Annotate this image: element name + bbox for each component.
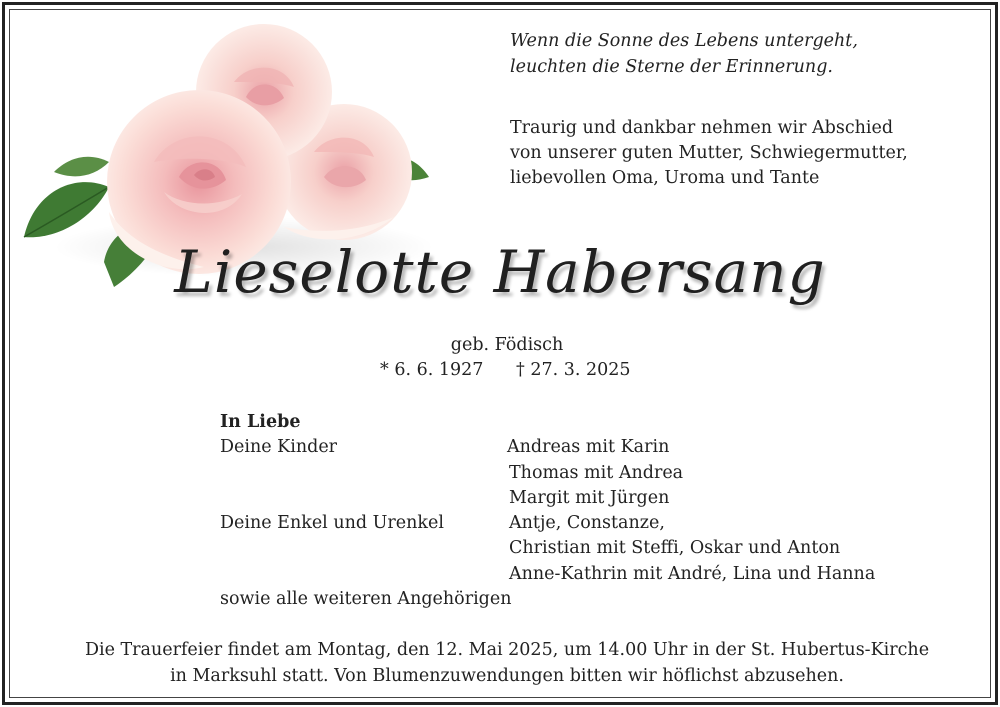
- service-line-2: in Marksuhl statt. Von Blumenzuwendungen bitten wir höflichst abzusehen.: [170, 666, 844, 686]
- list-item: [220, 536, 940, 561]
- service-notice: [0, 637, 1000, 689]
- grandchild-entry: Anne-Kathrin mit André, Lina und Hanna: [509, 563, 876, 584]
- deceased-name: Lieselotte Habersang: [174, 238, 826, 306]
- list-item: [220, 587, 940, 612]
- mourners-list: [220, 410, 940, 612]
- list-item: [220, 435, 940, 460]
- life-dates: [380, 360, 680, 386]
- death-date: † 27. 3. 2025: [516, 360, 631, 380]
- intro-line-3: liebevollen Oma, Uroma und Tante: [510, 168, 820, 188]
- grandchild-entry: Antje, Constanze,: [509, 513, 665, 534]
- intro-text: [510, 116, 960, 191]
- child-entry: Andreas mit Karin: [507, 437, 670, 458]
- intro-line-1: Traurig und dankbar nehmen wir Abschied: [510, 118, 894, 138]
- list-item: [220, 562, 940, 587]
- motto-line-1: Wenn die Sonne des Lebens untergeht,: [510, 31, 858, 51]
- birth-name: geb. Födisch: [450, 335, 564, 355]
- intro-line-2: von unserer guten Mutter, Schwiegermutter,: [510, 143, 908, 163]
- grandchildren-label: Deine Enkel und Urenkel: [220, 513, 444, 534]
- child-entry: Thomas mit Andrea: [509, 462, 684, 483]
- children-label: Deine Kinder: [220, 437, 338, 458]
- list-item: [220, 486, 940, 511]
- motto-line-2: leuchten die Sterne der Erinnerung.: [510, 57, 833, 77]
- mourners-heading-text: In Liebe: [220, 412, 301, 432]
- child-entry: Margit mit Jürgen: [509, 487, 670, 508]
- other-relatives: sowie alle weiteren Angehörigen: [220, 589, 512, 610]
- list-item: [220, 461, 940, 486]
- list-item: [220, 511, 940, 536]
- birth-date: * 6. 6. 1927: [380, 360, 484, 380]
- service-line-1: Die Trauerfeier findet am Montag, den 12. Mai 2025, um 14.00 Uhr in der St. Hubertus-Kirche: [84, 640, 930, 660]
- motto-verse: [510, 28, 950, 80]
- grandchild-entry: Christian mit Steffi, Oskar und Anton: [509, 538, 841, 559]
- mourners-heading: [220, 410, 940, 435]
